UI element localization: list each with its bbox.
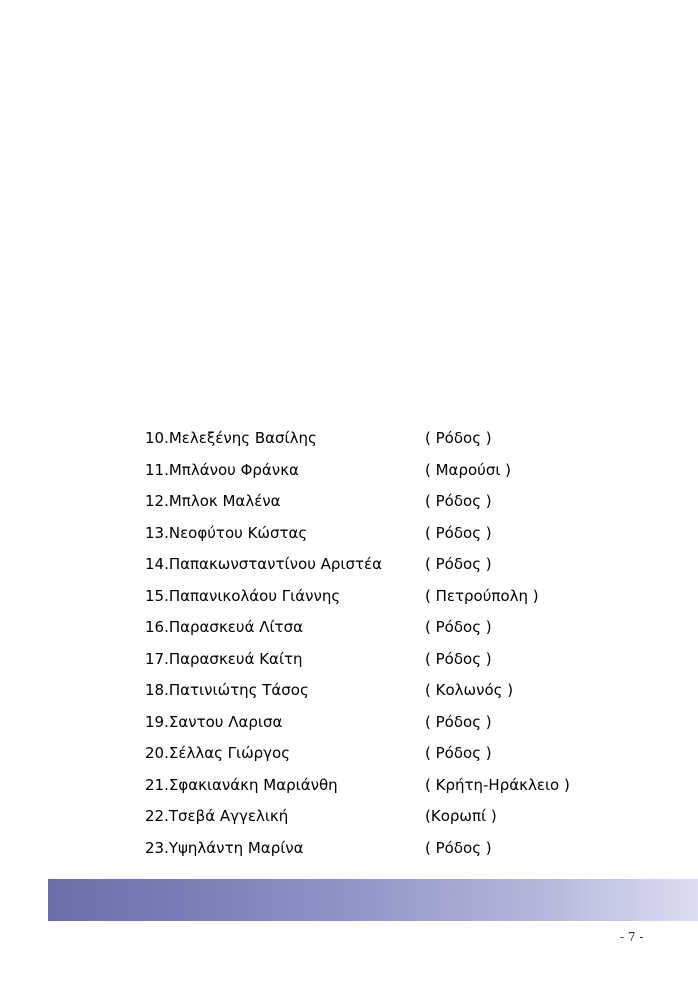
person-name: 12.Μπλοκ Μαλένα [145, 492, 281, 510]
list-item [145, 426, 605, 458]
person-location: ( Ρόδος ) [425, 555, 492, 573]
person-name: 13.Νεοφύτου Κώστας [145, 523, 308, 542]
list-item [145, 584, 605, 616]
person-name: 18.Πατινιώτης Τάσος [145, 681, 309, 699]
page-number: - 7 - [620, 930, 644, 944]
person-location: ( Ρόδος ) [425, 523, 492, 542]
person-name: 23.Υψηλάντη Μαρίνα [145, 838, 304, 857]
person-name: 16.Παρασκευά Λίτσα [145, 618, 303, 636]
list-item [145, 615, 605, 647]
list-item [145, 710, 605, 742]
list-item [145, 773, 605, 805]
name-list [145, 426, 605, 867]
person-location: ( Πετρούπολη ) [425, 586, 539, 605]
person-name: 14.Παπακωνσταντίνου Αριστέα [145, 555, 383, 573]
person-location: ( Ρόδος ) [425, 649, 492, 668]
person-name: 19.Σαντου Λαρισα [145, 712, 283, 731]
person-location: ( Ρόδος ) [425, 838, 492, 857]
list-item [145, 552, 605, 584]
list-item [145, 678, 605, 710]
person-location: ( Κολωνός ) [425, 681, 514, 699]
person-location: ( Ρόδος ) [425, 712, 492, 731]
list-item [145, 489, 605, 521]
list-item [145, 458, 605, 490]
person-location: ( Ρόδος ) [425, 492, 492, 510]
list-item [145, 804, 605, 836]
person-name: 21.Σφακιανάκη Μαριάνθη [145, 775, 338, 794]
list-item [145, 647, 605, 679]
list-item [145, 741, 605, 773]
person-location: ( Ρόδος ) [425, 429, 492, 447]
footer-gradient-band [48, 879, 698, 921]
list-item [145, 836, 605, 868]
person-location: ( Ρόδος ) [425, 618, 492, 636]
person-name: 11.Μπλάνου Φράνκα [145, 460, 299, 479]
person-location: ( Κρήτη-Ηράκλειο ) [425, 775, 570, 794]
list-item [145, 521, 605, 553]
person-location: ( Μαρούσι ) [425, 460, 512, 479]
person-name: 15.Παπανικολάου Γιάννης [145, 586, 341, 605]
person-name: 20.Σέλλας Γιώργος [145, 744, 291, 762]
person-location: ( Ρόδος ) [425, 744, 492, 762]
person-name: 10.Μελεξένης Βασίλης [145, 429, 317, 447]
person-name: 22.Τσεβά Αγγελική [145, 807, 289, 825]
person-name: 17.Παρασκευά Καίτη [145, 649, 303, 668]
person-location: (Κορωπί ) [425, 807, 497, 825]
